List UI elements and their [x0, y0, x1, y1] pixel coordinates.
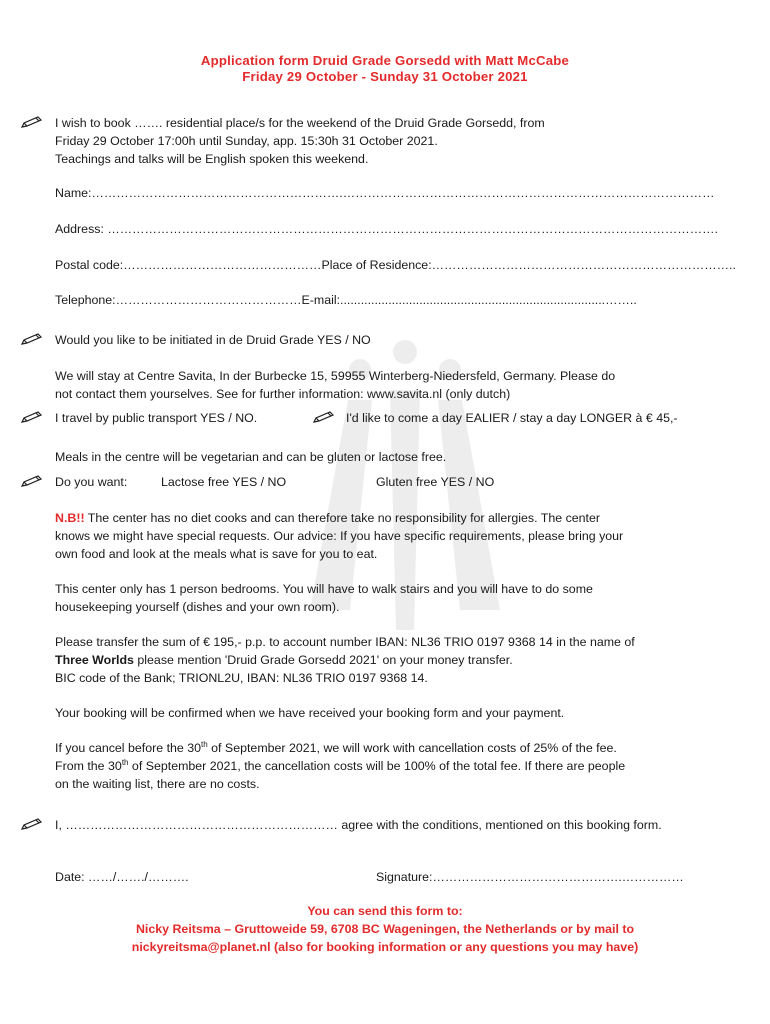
nb-text-2: knows we might have special requests. Our advice: If you have specific requirements, please bring your: [55, 529, 624, 543]
booking-text-1: I wish to book ……. residential place/s for the weekend of the Druid Grade Gorsedd, from: [55, 116, 545, 130]
location-text-1: We will stay at Centre Savita, In der Burbecke 15, 59955 Winterberg-Niedersfeld, Germany. Please do: [55, 369, 616, 383]
telephone-email-field[interactable]: Telephone:………………………………………E-mail:.............................................................................……..: [55, 293, 637, 307]
confirmation-text: Your booking will be confirmed when we have received your booking form and your payment.: [55, 706, 565, 720]
pencil-icon: [20, 817, 44, 831]
booking-text-3: Teachings and talks will be English spoken this weekend.: [55, 152, 369, 166]
payment-text-3: BIC code of the Bank; TRIONL2U, IBAN: NL36 TRIO 0197 9368 14.: [55, 671, 428, 685]
pencil-icon: [20, 410, 44, 424]
public-transport-question[interactable]: I travel by public transport YES / NO.: [55, 411, 258, 425]
cancellation-text-2b: of September 2021, the cancellation costs will be 100% of the total fee. If there are people: [128, 759, 626, 773]
pencil-icon: [312, 410, 336, 424]
location-text-2: not contact them yourselves. See for further information: www.savita.nl (only dutch): [55, 387, 511, 401]
pencil-icon: [20, 332, 44, 346]
lactose-free-option[interactable]: Lactose free YES / NO: [161, 475, 287, 489]
name-field[interactable]: Name:…………………………………………………….………………………………………………………………………………: [55, 186, 715, 200]
event-dates: Friday 29 October - Sunday 31 October 2021: [242, 69, 528, 84]
ordinal-suffix: th: [201, 739, 208, 749]
date-field[interactable]: Date: ……/……./……….: [55, 870, 189, 884]
agreement-field[interactable]: I, ………………………………………………………… agree with the conditions, mentioned on this booking form.: [55, 818, 662, 832]
organisation-name: Three Worlds: [55, 653, 134, 667]
payment-text-2: [55, 653, 513, 667]
gluten-free-option[interactable]: Gluten free YES / NO: [376, 475, 495, 489]
postal-address: Nicky Reitsma – Gruttoweide 59, 6708 BC Wageningen, the Netherlands or by mail to: [135, 922, 635, 936]
cancellation-text-1: [55, 741, 617, 755]
nb-text-3: own food and look at the meals what is save for you to eat.: [55, 547, 378, 561]
nb-label: N.B!!: [55, 511, 85, 525]
rooms-text-1: This center only has 1 person bedrooms. You will have to walk stairs and you will have to do some: [55, 582, 593, 596]
cancellation-text-1b: of September 2021, we will work with cancellation costs of 25% of the fee.: [207, 741, 617, 755]
payment-text-2-rest: please mention 'Druid Grade Gorsedd 2021' on your money transfer.: [133, 653, 513, 667]
rooms-text-2: housekeeping yourself (dishes and your own room).: [55, 600, 340, 614]
extra-day-question[interactable]: I'd like to come a day EALIER / stay a day LONGER à € 45,-: [346, 411, 678, 425]
initiation-question[interactable]: Would you like to be initiated in de Druid Grade YES / NO: [55, 333, 371, 347]
meals-question: Do you want:: [55, 475, 128, 489]
cancellation-text-2a: From the 30: [55, 759, 122, 773]
nb-text-1: [55, 511, 600, 525]
cancellation-text-3: on the waiting list, there are no costs.: [55, 777, 260, 791]
send-form-heading: You can send this form to:: [307, 904, 463, 918]
booking-text-2: Friday 29 October 17:00h until Sunday, app. 15:30h 31 October 2021.: [55, 134, 438, 148]
nb-text-1-rest: The center has no diet cooks and can therefore take no responsibility for allergies. The center: [84, 511, 601, 525]
pencil-icon: [20, 115, 44, 129]
postal-residence-field[interactable]: Postal code:…………………………………………Place of Residence:………………………………………………………………..: [55, 258, 736, 272]
pencil-icon: [20, 474, 44, 488]
meals-text: Meals in the centre will be vegetarian and can be gluten or lactose free.: [55, 450, 447, 464]
signature-field[interactable]: Signature:……………………………………….……………: [376, 870, 684, 884]
cancellation-text-2: [55, 759, 625, 773]
payment-text-1: Please transfer the sum of € 195,- p.p. to account number IBAN: NL36 TRIO 0197 9368 14 in the name of: [55, 635, 635, 649]
cancellation-text-1a: If you cancel before the 30: [55, 741, 202, 755]
address-field[interactable]: Address: ………………………………………………………………………………………………………………………………….: [55, 222, 718, 236]
ordinal-suffix: th: [121, 757, 129, 767]
form-title: Application form Druid Grade Gorsedd with Matt McCabe: [200, 53, 570, 68]
contact-email: nickyreitsma@planet.nl (also for booking information or any questions you may have): [131, 940, 639, 954]
